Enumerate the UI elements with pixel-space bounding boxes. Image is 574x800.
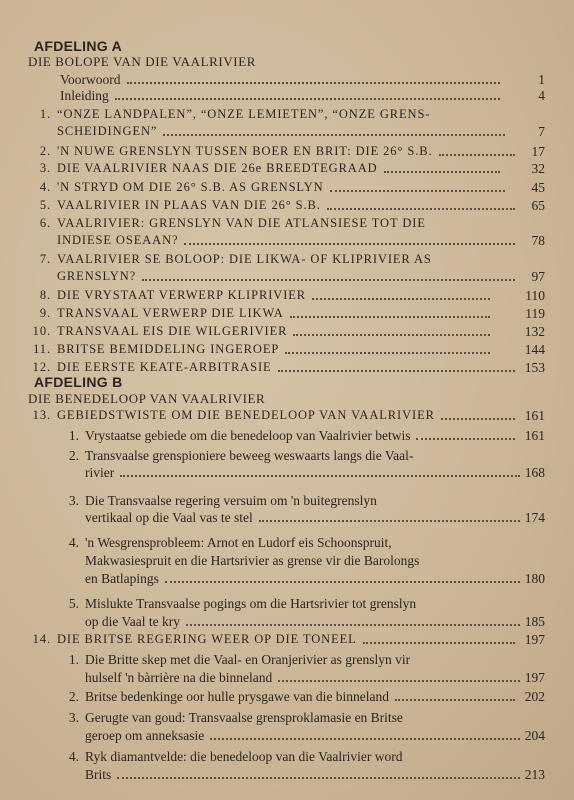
toc-entry-number: 1. xyxy=(39,107,51,121)
toc-entry-number: 3. xyxy=(68,493,79,508)
toc-entry xyxy=(0,306,574,324)
toc-entry-title: Makwasiespruit en die Hartsrivier as grense vir die Barolongs xyxy=(85,553,420,568)
toc-entry xyxy=(0,88,574,106)
toc-entry-title: Die Britte skep met die Vaal- en Oranjerivier as grenslyn vir xyxy=(85,652,411,667)
toc-entry xyxy=(0,428,574,446)
toc-entry-page: 119 xyxy=(525,306,545,321)
toc-entry-page: 180 xyxy=(524,571,545,586)
toc-entry-title: 'n Wesgrensprobleem: Arnot en Ludorf eis Schoonspruit, xyxy=(85,535,392,550)
toc-entry xyxy=(0,144,574,162)
toc-entry-page: 17 xyxy=(531,144,545,159)
toc-entry xyxy=(0,535,574,553)
toc-entry-title: Vrystaatse gebiede om die benedeloop van Vaalrivier betwis xyxy=(85,428,411,443)
toc-entry-number: 4. xyxy=(39,180,51,194)
toc-entry-page: 1 xyxy=(538,72,545,87)
dot-leader xyxy=(127,72,500,84)
toc-entry-number: 3. xyxy=(68,710,79,725)
dot-leader xyxy=(327,198,515,210)
toc-entry-number: 7. xyxy=(39,252,51,266)
toc-entry xyxy=(0,198,574,216)
toc-entry-title: VAALRIVIER SE BOLOOP: DIE LIKWA- OF KLIPRIVIER AS xyxy=(57,252,432,266)
toc-entry xyxy=(0,408,574,426)
toc-entry xyxy=(0,161,574,179)
section-a-heading: AFDELING A xyxy=(34,38,123,54)
toc-entry-number: 3. xyxy=(39,161,51,175)
toc-entry-page: 32 xyxy=(531,161,545,176)
toc-entry-page: 185 xyxy=(524,614,545,629)
toc-entry xyxy=(0,465,574,483)
toc-entry-page: 174 xyxy=(524,510,545,525)
toc-entry xyxy=(0,767,574,785)
toc-entry-number: 9. xyxy=(39,306,51,320)
toc-entry xyxy=(0,728,574,746)
toc-entry-number: 1. xyxy=(68,652,79,667)
dot-leader xyxy=(120,465,520,477)
toc-entry-number: 10. xyxy=(32,324,51,338)
toc-entry xyxy=(0,324,574,342)
dot-leader xyxy=(395,689,515,701)
dot-leader xyxy=(115,88,500,100)
toc-entry-page: 197 xyxy=(524,632,545,647)
dot-leader xyxy=(165,571,520,583)
toc-entry-page: 144 xyxy=(524,342,545,357)
toc-entry-page: 7 xyxy=(538,124,545,139)
toc-entry xyxy=(0,553,574,571)
dot-leader xyxy=(363,632,515,644)
toc-entry-title: Ryk diamantvelde: die benedeloop van die Vaalrivier word xyxy=(85,749,403,764)
dot-leader xyxy=(384,161,500,173)
toc-entry-title: 'N NUWE GRENSLYN TUSSEN BOER EN BRIT: DIE 26° S.B. xyxy=(57,144,433,158)
toc-entry-title: DIE VAALRIVIER NAAS DIE 26e BREEDTEGRAAD xyxy=(57,161,378,175)
toc-entry-title: Transvaalse grenspioniere beweeg weswaarts langs die Vaal- xyxy=(85,448,414,463)
toc-entry xyxy=(0,269,574,287)
toc-entry xyxy=(0,689,574,707)
toc-entry-title: INDIESE OSEAAN? xyxy=(57,233,179,247)
toc-entry-number: 2. xyxy=(68,448,79,463)
toc-entry-number: 2. xyxy=(68,689,79,704)
toc-entry-title: Brits xyxy=(85,767,112,782)
toc-entry-page: 4 xyxy=(538,88,545,103)
dot-leader xyxy=(312,288,490,300)
toc-entry-title: op die Vaal te kry xyxy=(85,614,180,629)
dot-leader xyxy=(163,124,505,136)
toc-entry-title: rivier xyxy=(85,465,115,480)
toc-entry-number: 13. xyxy=(32,408,51,422)
toc-entry-page: 45 xyxy=(531,180,545,195)
toc-entry xyxy=(0,448,574,466)
section-a-subtitle: DIE BOLOPE VAN DIE VAALRIVIER xyxy=(28,54,257,69)
toc-entry xyxy=(0,124,574,142)
toc-entry-title: SCHEIDINGEN” xyxy=(57,124,158,138)
toc-entry-title: en Batlapings xyxy=(85,571,159,586)
toc-entry xyxy=(0,216,574,234)
toc-entry-title: Die Transvaalse regering versuim om 'n buitegrenslyn xyxy=(85,493,377,508)
toc-entry xyxy=(0,571,574,589)
toc-entry-title: Mislukte Transvaalse pogings om die Hartsrivier tot grenslyn xyxy=(85,596,417,611)
toc-entry xyxy=(0,670,574,688)
toc-entry-title: Gerugte van goud: Transvaalse grensproklamasie en Britse xyxy=(85,710,403,725)
section-b-subtitle: DIE BENEDELOOP VAN VAALRIVIER xyxy=(28,391,266,406)
toc-entry-title: VAALRIVIER IN PLAAS VAN DIE 26° S.B. xyxy=(57,198,321,212)
toc-entry-number: 8. xyxy=(39,288,51,302)
dot-leader xyxy=(441,408,515,420)
toc-entry-page: 161 xyxy=(524,408,545,423)
toc-entry-number: 4. xyxy=(68,749,79,764)
toc-entry xyxy=(0,632,574,650)
dot-leader xyxy=(330,180,505,192)
toc-entry-title: VAALRIVIER: GRENSLYN VAN DIE ATLANSIESE TOT DIE xyxy=(57,216,426,230)
toc-entry xyxy=(0,107,574,125)
toc-entry-page: 213 xyxy=(524,767,545,782)
dot-leader xyxy=(290,306,490,318)
toc-entry xyxy=(0,342,574,360)
toc-entry xyxy=(0,493,574,511)
dot-leader xyxy=(293,324,490,336)
toc-entry-page: 65 xyxy=(531,198,545,213)
toc-entry-title: “ONZE LANDPALEN”, “ONZE LEMIETEN”, “ONZE GRENS- xyxy=(57,107,431,121)
dot-leader xyxy=(439,144,515,156)
dot-leader xyxy=(184,233,515,245)
toc-entry-title: TRANSVAAL EIS DIE WILGERIVIER xyxy=(57,324,288,338)
dot-leader xyxy=(210,728,520,740)
toc-entry-title: Voorwoord xyxy=(60,72,121,87)
toc-entry-page: 161 xyxy=(524,428,545,443)
toc-entry-page: 204 xyxy=(524,728,545,743)
toc-entry-number: 2. xyxy=(39,144,51,158)
toc-entry-page: 78 xyxy=(531,233,545,248)
toc-entry-title: 'N STRYD OM DIE 26° S.B. AS GRENSLYN xyxy=(57,180,324,194)
toc-entry-title: DIE BRITSE REGERING WEER OP DIE TONEEL xyxy=(57,632,357,646)
dot-leader xyxy=(142,269,515,281)
toc-entry-page: 153 xyxy=(524,360,545,375)
toc-entry-page: 197 xyxy=(524,670,545,685)
toc-entry xyxy=(0,652,574,670)
toc-entry-title: vertikaal op die Vaal vas te stel xyxy=(85,510,253,525)
toc-entry xyxy=(0,596,574,614)
dot-leader xyxy=(117,767,520,779)
toc-entry-number: 11. xyxy=(33,342,51,356)
toc-entry-page: 168 xyxy=(524,465,545,480)
toc-entry xyxy=(0,360,574,378)
toc-entry-page: 97 xyxy=(531,269,545,284)
toc-entry-title: Inleiding xyxy=(60,88,109,103)
toc-entry-number: 14. xyxy=(32,632,51,646)
toc-entry-title: DIE EERSTE KEATE-ARBITRASIE xyxy=(57,360,272,374)
toc-entry-number: 5. xyxy=(39,198,51,212)
toc-entry-page: 110 xyxy=(525,288,545,303)
toc-entry xyxy=(0,252,574,270)
toc-entry xyxy=(0,710,574,728)
toc-entry xyxy=(0,180,574,198)
toc-entry xyxy=(0,233,574,251)
toc-entry-title: BRITSE BEMIDDELING INGEROEP xyxy=(57,342,280,356)
dot-leader xyxy=(278,360,515,372)
toc-entry-title: geroep om anneksasie xyxy=(85,728,205,743)
toc-entry-number: 4. xyxy=(68,535,79,550)
section-b-heading: AFDELING B xyxy=(34,374,123,390)
dot-leader xyxy=(285,342,490,354)
dot-leader xyxy=(278,670,520,682)
toc-entry-page: 202 xyxy=(524,689,545,704)
toc-entry-title: Britse bedenkinge oor hulle prysgawe van die binneland xyxy=(85,689,390,704)
toc-entry-title: DIE VRYSTAAT VERWERP KLIPRIVIER xyxy=(57,288,307,302)
toc-entry xyxy=(0,614,574,632)
toc-entry-title: hulself 'n bàrrière na die binneland xyxy=(85,670,273,685)
dot-leader xyxy=(186,614,520,626)
toc-entry-number: 1. xyxy=(68,428,79,443)
toc-entry-page: 132 xyxy=(524,324,545,339)
toc-entry-number: 5. xyxy=(68,596,79,611)
toc-entry-number: 6. xyxy=(39,216,51,230)
toc-entry xyxy=(0,288,574,306)
dot-leader xyxy=(259,510,520,522)
toc-entry-title: TRANSVAAL VERWERP DIE LIKWA xyxy=(57,306,284,320)
toc-entry-title: GEBIEDSTWISTE OM DIE BENEDELOOP VAN VAALRIVIER xyxy=(57,408,435,422)
toc-entry xyxy=(0,510,574,528)
toc-entry-number: 12. xyxy=(32,360,51,374)
toc-entry xyxy=(0,749,574,767)
toc-entry-title: GRENSLYN? xyxy=(57,269,137,283)
dot-leader xyxy=(416,428,515,440)
